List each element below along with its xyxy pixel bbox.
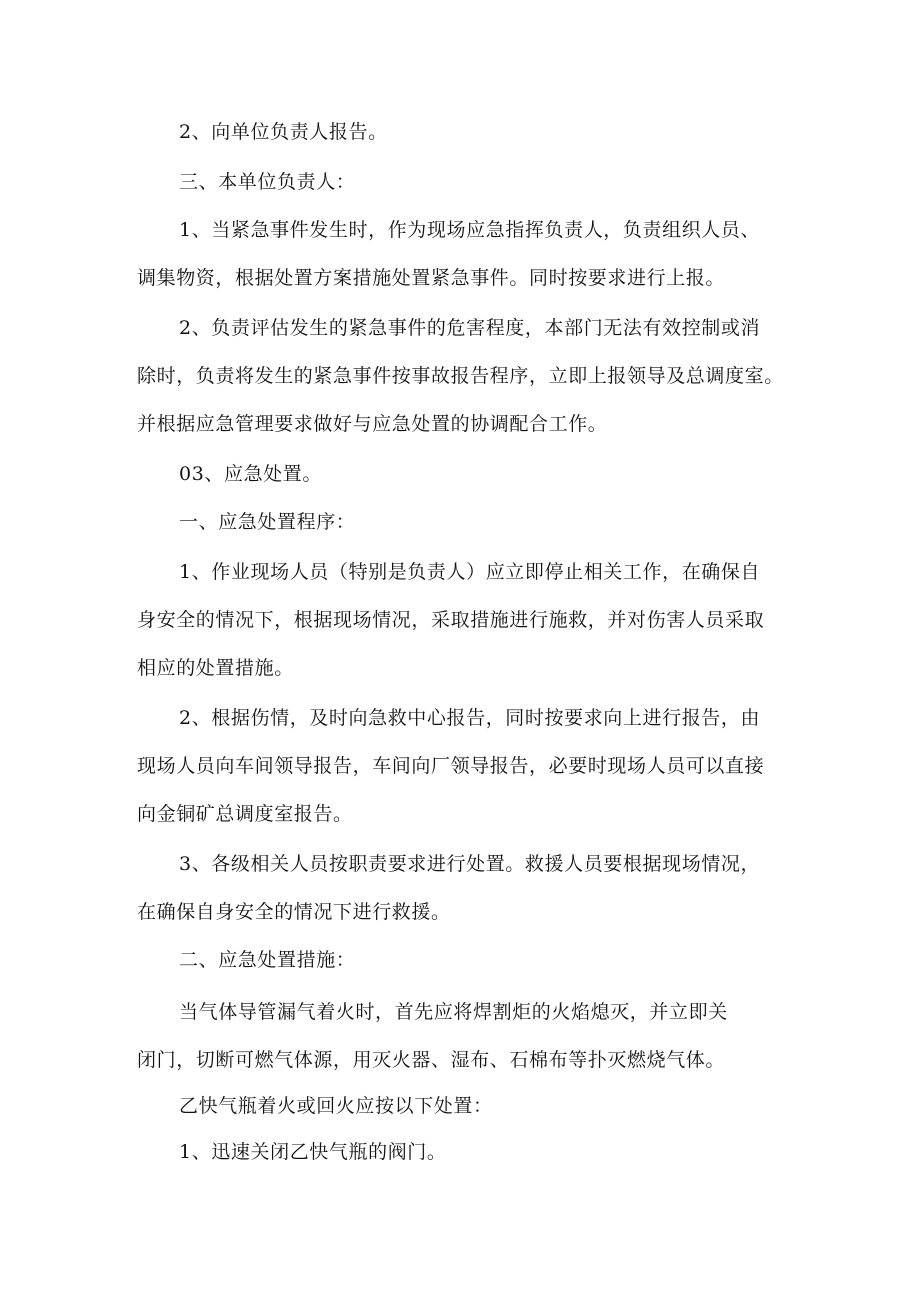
section-heading: 二、应急处置措施： xyxy=(179,949,356,971)
paragraph-line: 闭门，切断可燃气体源，用灭火器、湿布、石棉布等扑灭燃烧气体。 xyxy=(137,1049,726,1071)
paragraph-line: 向金铜矿总调度室报告。 xyxy=(137,803,353,825)
paragraph-line: 身安全的情况下，根据现场情况，采取措施进行施救，并对伤害人员采取 xyxy=(137,609,765,631)
section-heading: 三、本单位负责人： xyxy=(179,171,356,193)
section-heading: 03、应急处置。 xyxy=(179,463,322,485)
paragraph-line: 1、迅速关闭乙快气瓶的阀门。 xyxy=(179,1141,447,1163)
paragraph-line: 现场人员向车间领导报告，车间向厂领导报告，必要时现场人员可以直接 xyxy=(137,755,765,777)
paragraph-line: 2、根据伤情，及时向急救中心报告，同时按要求向上进行报告，由 xyxy=(179,707,761,729)
paragraph-line: 调集物资，根据处置方案措施处置紧急事件。同时按要求进行上报。 xyxy=(137,267,726,289)
paragraph-line: 1、作业现场人员（特别是负责人）应立即停止相关工作，在确保自 xyxy=(179,561,761,583)
paragraph-line: 2、负责评估发生的紧急事件的危害程度，本部门无法有效控制或消 xyxy=(179,317,761,339)
paragraph-line: 相应的处置措施。 xyxy=(137,657,294,679)
paragraph-line: 并根据应急管理要求做好与应急处置的协调配合工作。 xyxy=(137,413,608,435)
paragraph-line: 在确保自身安全的情况下进行救援。 xyxy=(137,901,451,923)
paragraph-line: 当气体导管漏气着火时，首先应将焊割炬的火焰熄灭，并立即关 xyxy=(179,1001,728,1023)
paragraph-line: 1、当紧急事件发生时，作为现场应急指挥负责人，负责组织人员、 xyxy=(179,219,761,241)
paragraph-line: 2、向单位负责人报告。 xyxy=(179,121,388,143)
paragraph-line: 除时，负责将发生的紧急事件按事故报告程序，立即上报领导及总调度室。 xyxy=(137,365,784,387)
paragraph-line: 3、各级相关人员按职责要求进行处置。救援人员要根据现场情况， xyxy=(179,853,761,875)
section-heading: 一、应急处置程序： xyxy=(179,511,356,533)
paragraph-line: 乙快气瓶着火或回火应按以下处置： xyxy=(179,1095,493,1117)
